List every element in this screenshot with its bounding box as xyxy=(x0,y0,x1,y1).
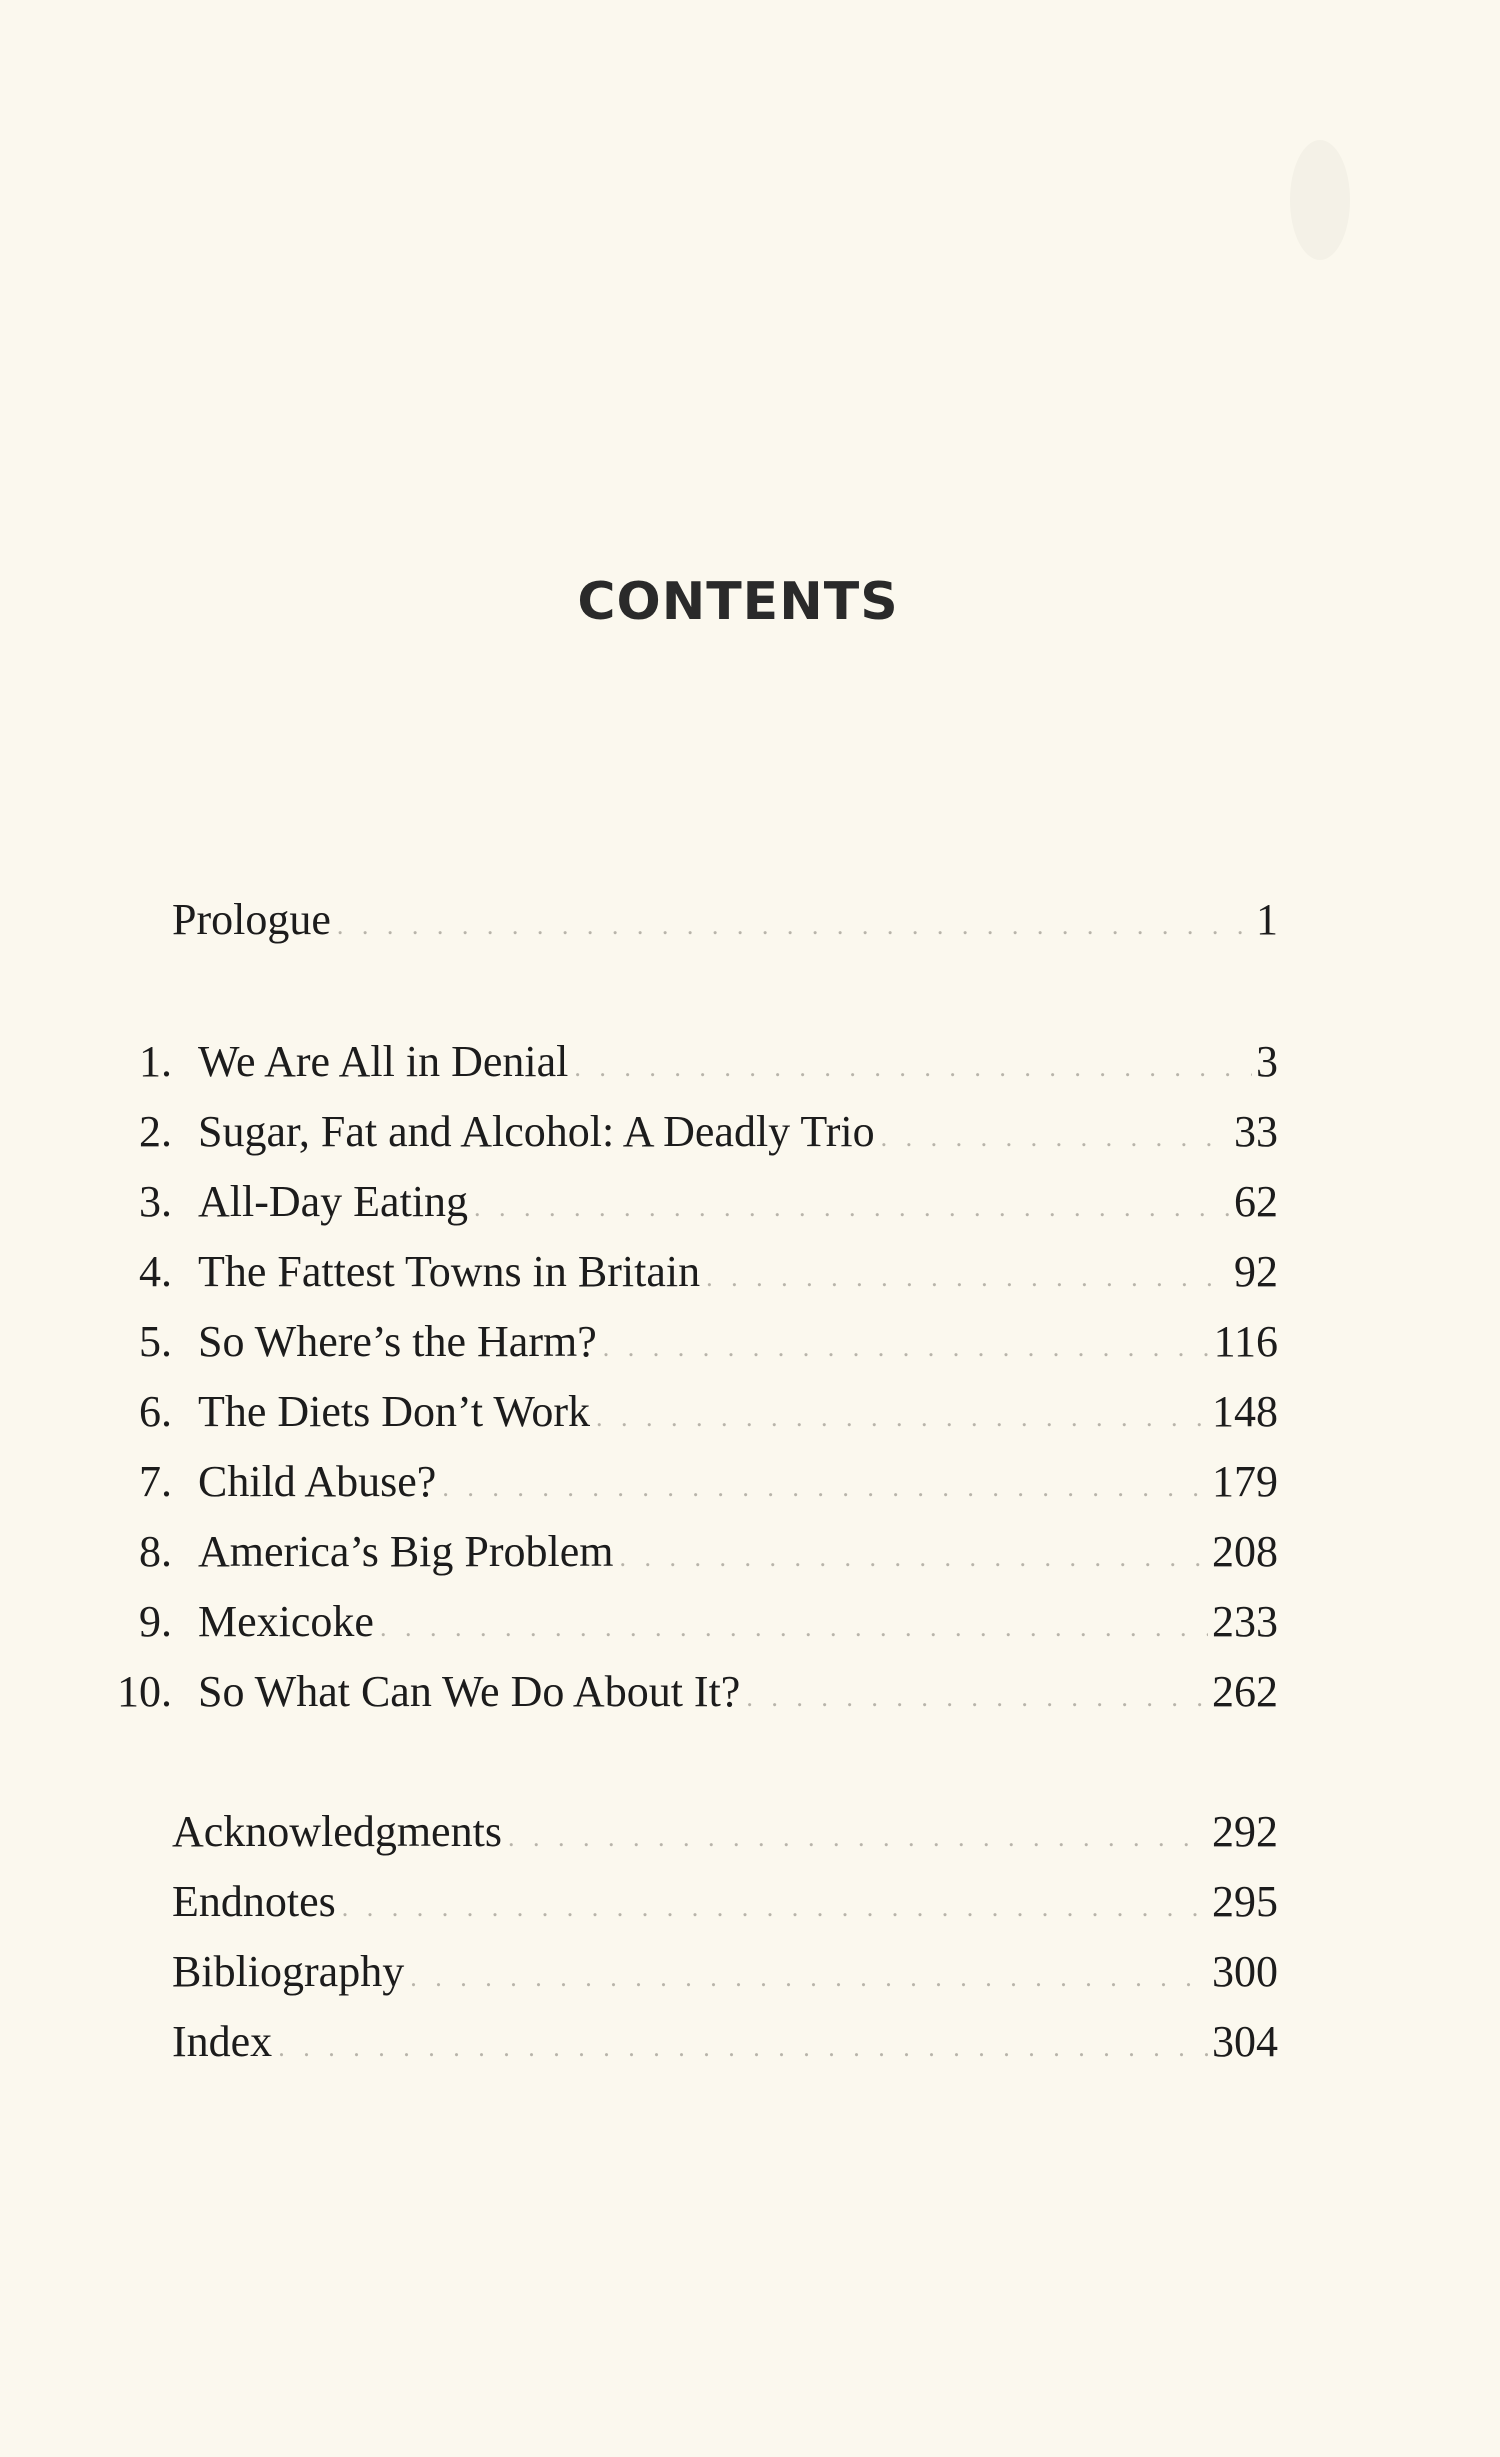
toc-entry-title: Sugar, Fat and Alcohol: A Deadly Trio xyxy=(198,1107,875,1156)
toc-entry-prologue xyxy=(172,890,1278,950)
dot-leader xyxy=(410,1948,1208,2008)
toc-entry-chapter-5 xyxy=(66,1312,1278,1372)
chapter-number: 10. xyxy=(117,1667,172,1716)
dot-leader xyxy=(508,1808,1208,1868)
toc-entry-page: 304 xyxy=(1212,2017,1278,2066)
toc-entry-page: 233 xyxy=(1212,1597,1278,1646)
toc-entry-endnotes xyxy=(172,1872,1278,1932)
toc-entry-chapter-8 xyxy=(66,1522,1278,1582)
toc-entry-bibliography xyxy=(172,1942,1278,2002)
chapter-number: 9. xyxy=(139,1597,172,1646)
toc-entry-page: 62 xyxy=(1234,1177,1278,1226)
chapter-number: 2. xyxy=(139,1107,172,1156)
dot-leader xyxy=(342,1878,1208,1938)
dot-leader xyxy=(474,1178,1230,1238)
chapter-number: 3. xyxy=(139,1177,172,1226)
chapter-number: 6. xyxy=(139,1387,172,1436)
toc-entry-page: 295 xyxy=(1212,1877,1278,1926)
toc-entry-chapter-1 xyxy=(66,1032,1278,1092)
toc-entry-chapter-3 xyxy=(66,1172,1278,1232)
toc-entry-page: 179 xyxy=(1212,1457,1278,1506)
toc-entry-page: 262 xyxy=(1212,1667,1278,1716)
dot-leader xyxy=(620,1528,1209,1588)
dot-leader xyxy=(596,1388,1208,1448)
toc-entry-acknowledgments xyxy=(172,1802,1278,1862)
toc-entry-page: 3 xyxy=(1256,1037,1278,1086)
toc-entry-title: Endnotes xyxy=(172,1877,336,1926)
toc-entry-page: 33 xyxy=(1234,1107,1278,1156)
dot-leader xyxy=(603,1318,1210,1378)
toc-entry-title: The Fattest Towns in Britain xyxy=(198,1247,701,1296)
toc-entry-chapter-2 xyxy=(66,1102,1278,1162)
dot-leader xyxy=(337,896,1252,956)
dot-leader xyxy=(881,1108,1230,1168)
toc-entry-title: Mexicoke xyxy=(198,1597,374,1646)
toc-entry-page: 208 xyxy=(1212,1527,1278,1576)
toc-entry-title: So Where’s the Harm? xyxy=(198,1317,597,1366)
toc-entry-chapter-10 xyxy=(66,1662,1278,1722)
dot-leader xyxy=(706,1248,1230,1308)
toc-entry-page: 116 xyxy=(1213,1317,1278,1366)
dot-leader xyxy=(278,2018,1208,2078)
toc-entry-page: 300 xyxy=(1212,1947,1278,1996)
toc-entry-title: So What Can We Do About It? xyxy=(198,1667,741,1716)
toc-entry-title: America’s Big Problem xyxy=(198,1527,614,1576)
contents-heading: CONTENTS xyxy=(577,572,899,632)
toc-entry-page: 92 xyxy=(1234,1247,1278,1296)
toc-entry-index xyxy=(172,2012,1278,2072)
dot-leader xyxy=(746,1668,1208,1728)
toc-entry-page: 1 xyxy=(1256,895,1278,944)
toc-entry-chapter-6 xyxy=(66,1382,1278,1442)
toc-entry-title: Child Abuse? xyxy=(198,1457,437,1506)
toc-entry-page: 148 xyxy=(1212,1387,1278,1436)
toc-entry-page: 292 xyxy=(1212,1807,1278,1856)
toc-entry-title: The Diets Don’t Work xyxy=(198,1387,591,1436)
toc-entry-title: We Are All in Denial xyxy=(198,1037,569,1086)
toc-entry-title: Bibliography xyxy=(172,1947,405,1996)
chapter-number: 4. xyxy=(139,1247,172,1296)
toc-entry-title: Index xyxy=(172,2017,273,2066)
toc-entry-chapter-7 xyxy=(66,1452,1278,1512)
toc-entry-title: Acknowledgments xyxy=(172,1807,502,1856)
toc-entry-title: All-Day Eating xyxy=(198,1177,469,1226)
toc-entry-chapter-4 xyxy=(66,1242,1278,1302)
dot-leader xyxy=(574,1038,1252,1098)
toc-entry-chapter-9 xyxy=(66,1592,1278,1652)
chapter-number: 1. xyxy=(139,1037,172,1086)
dot-leader xyxy=(380,1598,1208,1658)
chapter-number: 5. xyxy=(139,1317,172,1366)
chapter-number: 7. xyxy=(139,1457,172,1506)
toc-entry-title: Prologue xyxy=(172,895,331,944)
chapter-number: 8. xyxy=(139,1527,172,1576)
paper-smudge xyxy=(1290,140,1350,260)
dot-leader xyxy=(442,1458,1208,1518)
